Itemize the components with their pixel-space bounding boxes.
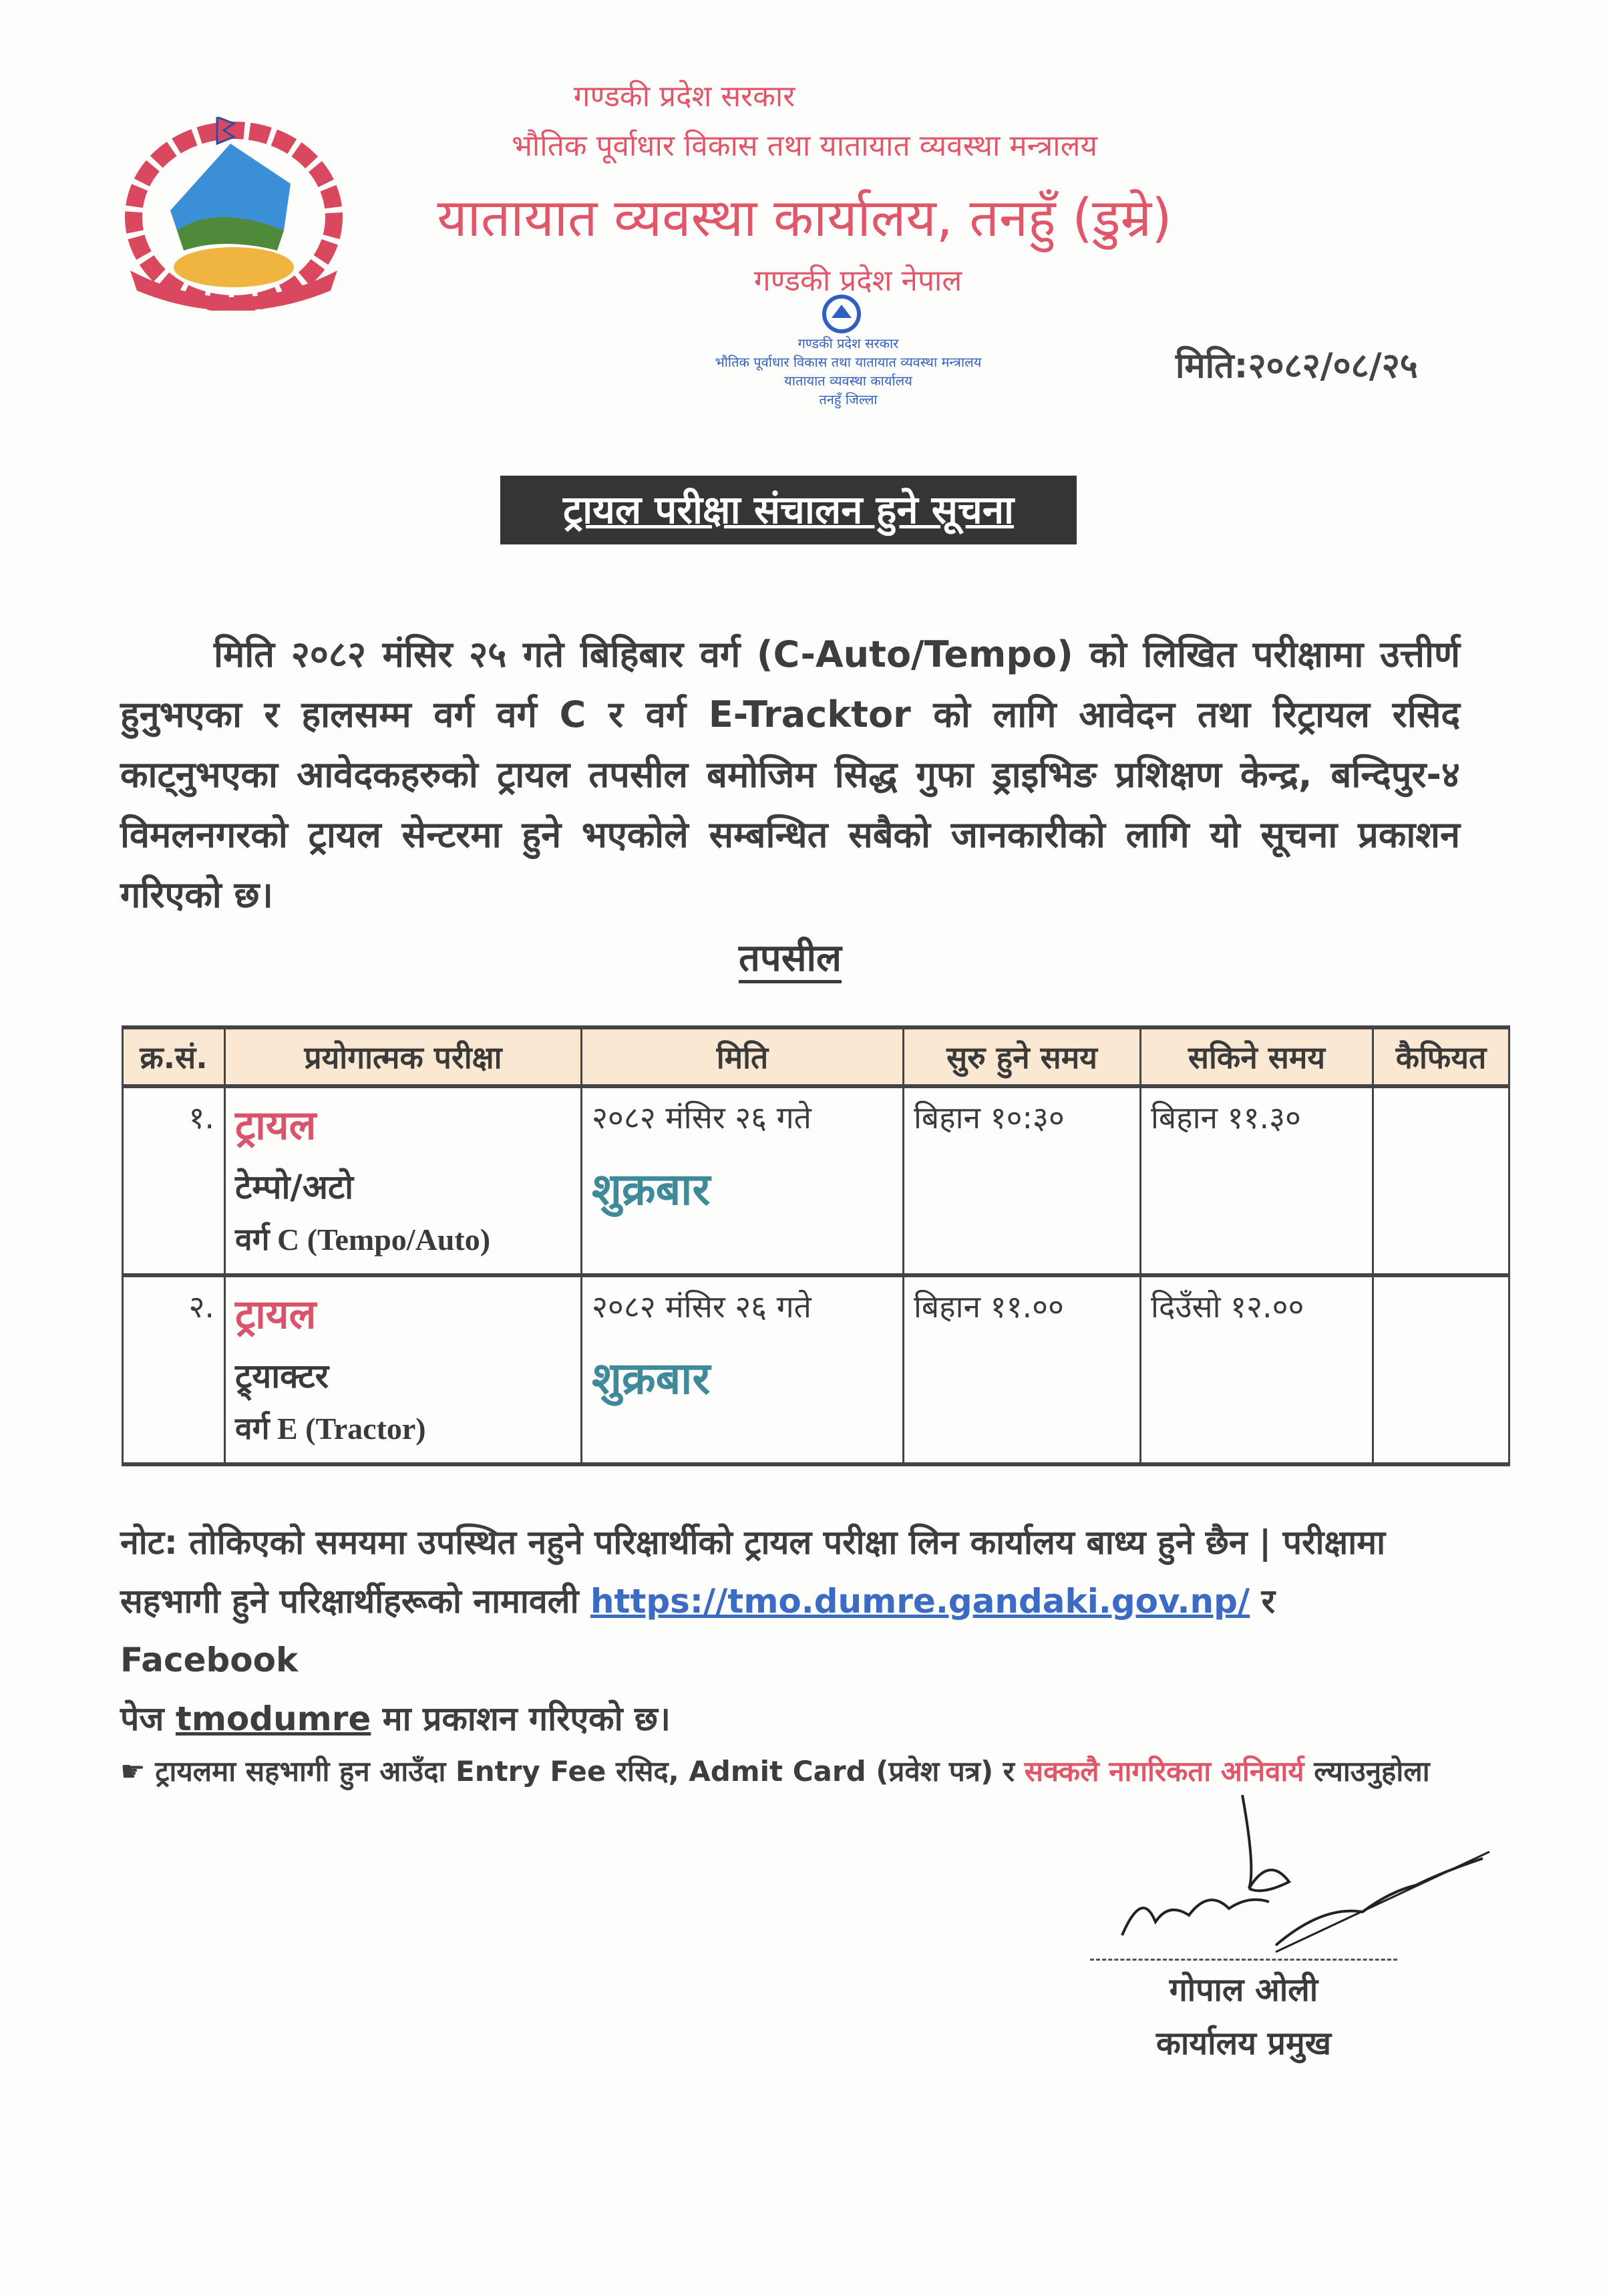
col-serial: क्र.सं. — [123, 1027, 225, 1086]
note-text: र Facebook — [120, 1582, 1276, 1679]
serial-cell: १. — [123, 1086, 225, 1275]
office-stamp-icon — [818, 294, 865, 334]
note-text: पेज — [120, 1699, 164, 1738]
exam-day: शुक्रबार — [592, 1164, 711, 1215]
facebook-page-name: tmodumre — [175, 1699, 371, 1738]
province-name: गण्डकी प्रदेश नेपाल — [753, 264, 962, 298]
government-name: गण्डकी प्रदेश सरकार — [573, 79, 795, 114]
note-text: सहभागी हुने परिक्षार्थीहरूको नामावली — [120, 1582, 579, 1621]
notice-body — [120, 625, 1460, 925]
signature-line — [1090, 1959, 1397, 1961]
trial-schedule-table — [122, 1025, 1510, 1466]
note-line-2 — [120, 1572, 1463, 1689]
notice-date: मिति:२०८२/०८/२५ — [1176, 346, 1418, 386]
note-line-4 — [120, 1748, 1463, 1795]
note-highlight: सक्कलै नागरिकता अनिवार्य — [1024, 1755, 1304, 1788]
note-text: ट्रायलमा सहभागी हुन आउँदा Entry Fee रसिद, Admit Card (प्रवेश पत्र) र — [155, 1755, 1015, 1788]
exam-type: ट्रायल — [235, 1102, 317, 1149]
office-stamp-text — [661, 334, 1035, 409]
notice-title: ट्रायल परीक्षा संचालन हुने सूचना — [500, 476, 1077, 544]
signature-block — [1090, 1795, 1491, 2076]
col-start-time: सुरु हुने समय — [904, 1027, 1141, 1086]
stamp-line: तनहुँ जिल्ला — [819, 391, 878, 407]
remarks-cell — [1373, 1275, 1509, 1464]
notice-content — [120, 625, 1509, 2076]
ministry-name: भौतिक पूर्वाधार विकास तथा यातायात व्यवस्था मन्त्रालय — [511, 129, 1098, 163]
stamp-line: गण्डकी प्रदेश सरकार — [797, 335, 899, 351]
exam-date: २०८२ मंसिर २६ गते — [592, 1289, 812, 1325]
schedule-heading-text: तपसील — [738, 937, 842, 980]
handwritten-signature-icon — [1095, 1795, 1496, 1959]
signatory-name: गोपाल ओली — [1169, 1971, 1318, 2009]
schedule-heading — [120, 932, 1460, 985]
remarks-cell — [1373, 1086, 1509, 1275]
col-date: मिति — [582, 1027, 904, 1086]
exam-date: २०८२ मंसिर २६ गते — [592, 1100, 812, 1136]
note-line-1: नोट: तोकिएको समयमा उपस्थित नहुने परिक्षार्थीको ट्रायल परीक्षा लिन कार्यालय बाध्य हुने छैन | परीक्षामा — [120, 1523, 1386, 1562]
date-cell — [582, 1086, 904, 1275]
table-row — [123, 1086, 1509, 1275]
table-header-row — [123, 1027, 1509, 1086]
vehicle-type: टेम्पो/अटो — [235, 1168, 354, 1206]
vehicle-type: ट्र्याक्टर — [235, 1357, 329, 1396]
stamp-line: भौतिक पूर्वाधार विकास तथा यातायात व्यवस्था मन्त्रालय — [715, 354, 982, 370]
note-text: ल्याउनुहोला — [1314, 1755, 1430, 1788]
license-class: वर्ग E (Tractor) — [235, 1412, 426, 1446]
exam-cell — [225, 1086, 582, 1275]
serial-cell: २. — [123, 1275, 225, 1464]
col-exam: प्रयोगात्मक परीक्षा — [225, 1027, 582, 1086]
col-remarks: कैफियत — [1373, 1027, 1509, 1086]
license-class: वर्ग C (Tempo/Auto) — [235, 1222, 491, 1257]
exam-type: ट्रायल — [235, 1291, 317, 1338]
notice-paragraph: मिति २०८२ मंसिर २५ गते बिहिबार वर्ग (C-Auto/Tempo) को लिखित परीक्षामा उत्तीर्ण हुनुभएका र हालसम्म वर्ग वर्ग C र वर्ग E-Tracktor को लागि आवेदन तथा रिट्रायल रसिद काट्नुभएका आवेदकहरुको ट्रायल तपसील बमोजिम सिद्ध गुफा ड्राइभिङ प्रशिक्षण केन्द्र, बन्दिपुर-४ विमलनगरको ट्रायल सेन्टरमा हुने भएकोले सम्बन्धित सबैको जानकारीको लागि यो सूचना प्रकाशन गरिएको छ। — [120, 633, 1460, 916]
exam-day: शुक्रबार — [592, 1353, 711, 1404]
website-link[interactable]: https://tmo.dumre.gandaki.gov.np/ — [590, 1582, 1250, 1621]
stamp-line: यातायात व्यवस्था कार्यालय — [784, 373, 912, 389]
note-line-3 — [120, 1689, 1463, 1748]
signatory-role: कार्यालय प्रमुख — [1156, 2025, 1331, 2062]
date-cell — [582, 1275, 904, 1464]
table-row — [123, 1275, 1509, 1464]
note-text: मा प्रकाशन गरिएको छ। — [382, 1699, 671, 1738]
notes-section — [120, 1513, 1463, 1795]
start-time-cell: बिहान १०:३० — [904, 1086, 1141, 1275]
col-end-time: सकिने समय — [1141, 1027, 1373, 1086]
office-name: यातायात व्यवस्था कार्यालय, तनहुँ (डुम्रे) — [437, 188, 1172, 249]
end-time-cell: दिउँसो १२.०० — [1141, 1275, 1373, 1464]
start-time-cell: बिहान ११.०० — [904, 1275, 1141, 1464]
end-time-cell: बिहान ११.३० — [1141, 1086, 1373, 1275]
pointing-hand-icon: ☛ — [120, 1755, 146, 1788]
exam-cell — [225, 1275, 582, 1464]
